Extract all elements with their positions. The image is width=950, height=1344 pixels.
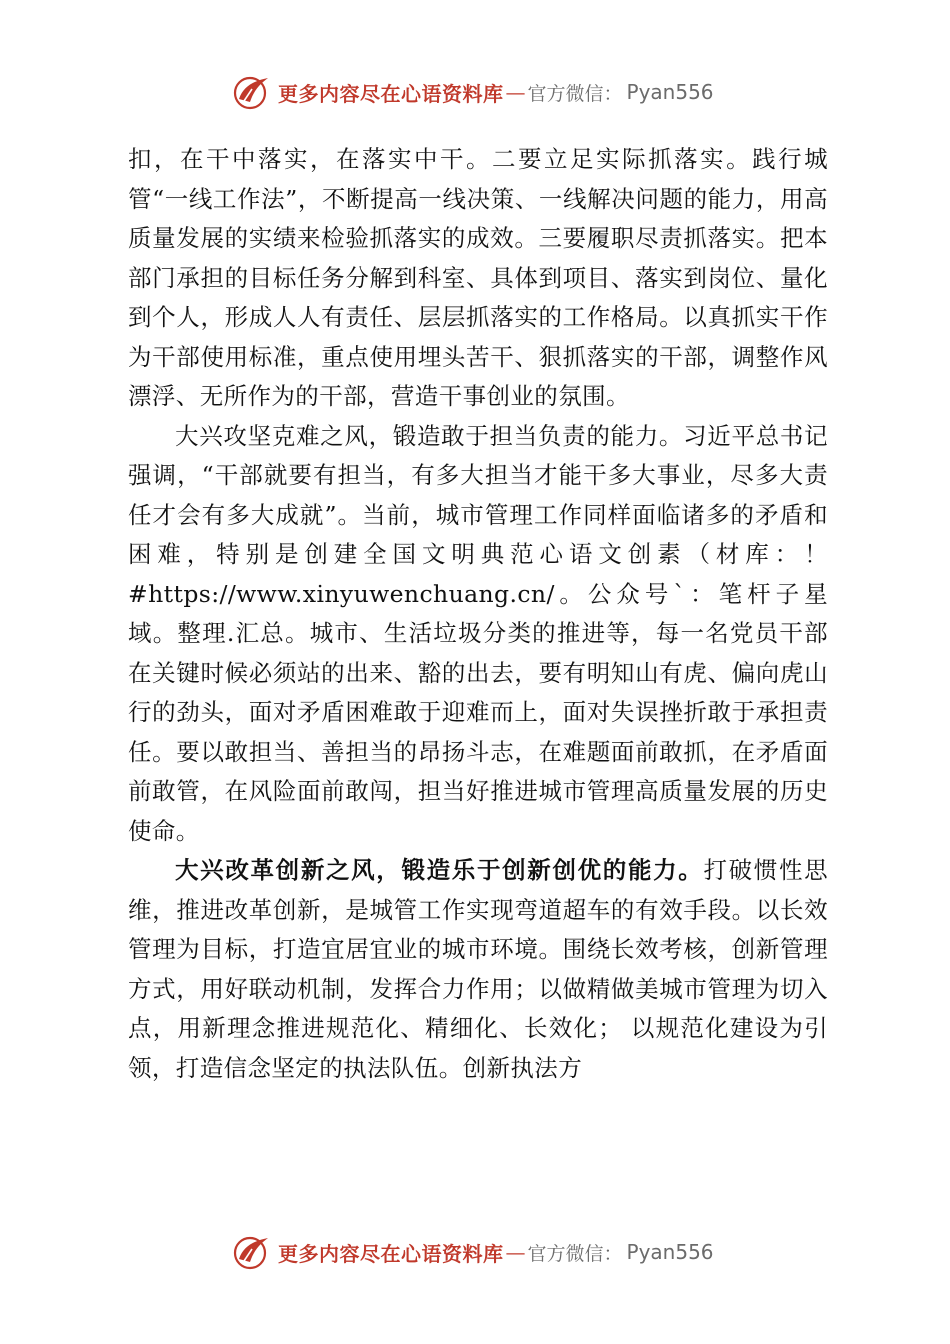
brand-logo-icon — [230, 1232, 272, 1272]
banner-title: 更多内容尽在心语资料库 — [278, 81, 504, 106]
paragraph-2: 大兴攻坚克难之风，锻造敢于担当负责的能力。习近平总书记强调，“干部就要有担当，有多大担当才能干多大事业，尽多大责任才会有多大成就”。当前，城市管理工作同样面临诸多的矛盾和困难，特别是创建全国文明典范心语文创素（材库：！#https://www.xinyuwenchuang.cn/。公众号`：笔杆子星域。整理.汇总。城市、生活垃圾分类的推进等，每一名党员干部在关键时候必须站的出来、豁的出去，要有明知山有虎、偏向虎山行的劲头，面对矛盾困难敢于迎难而上，面对失误挫折敢于承担责任。要以敢担当、善担当的昂扬斗志，在难题面前敢抓，在矛盾面前敢管，在风险面前敢闯，担当好推进城市管理高质量发展的历史使命。 — [128, 421, 828, 845]
footer-banner — [230, 1232, 714, 1272]
brand-logo-icon — [230, 72, 272, 112]
header-banner — [230, 72, 714, 112]
footer-banner-wechat-label: 官方微信： — [527, 1242, 623, 1265]
banner-dash: — — [505, 80, 526, 104]
banner-wechat-id: Pyan556 — [626, 80, 714, 104]
footer-banner-title: 更多内容尽在心语资料库 — [278, 1241, 504, 1266]
paragraph-3-rest: 打破惯性思维，推进改革创新，是城管工作实现弯道超车的有效手段。以长效管理为目标，打造宜居宜业的城市环境。围绕长效考核，创新管理方式，用好联动机制，发挥合力作用；以做精做美城市管理为切入点，用新理念推进规范化、精细化、长效化； 以规范化建设为引领，打造信念坚定的执法队伍。创新执法方 — [128, 856, 829, 1082]
paragraph-1: 扣，在干中落实，在落实中干。二要立足实际抓落实。践行城管“一线工作法”，不断提高一线决策、一线解决问题的能力，用高质量发展的实绩来检验抓落实的成效。三要履职尽责抓落实。把本部门承担的目标任务分解到科室、具体到项目、落实到岗位、量化到个人，形成人人有责任、层层抓落实的工作格局。以真抓实干作为干部使用标准，重点使用埋头苦干、狠抓落实的干部，调整作风漂浮、无所作为的干部，营造干事创业的氛围。 — [128, 145, 828, 410]
paragraph-3 — [128, 851, 828, 1088]
footer-banner-wechat-id: Pyan556 — [626, 1240, 714, 1264]
document-body — [128, 140, 828, 1088]
banner-wechat-label: 官方微信： — [527, 82, 623, 105]
paragraph-3-lead: 大兴改革创新之风，锻造乐于创新创优的能力。 — [175, 856, 704, 884]
footer-banner-dash: — — [505, 1240, 526, 1264]
